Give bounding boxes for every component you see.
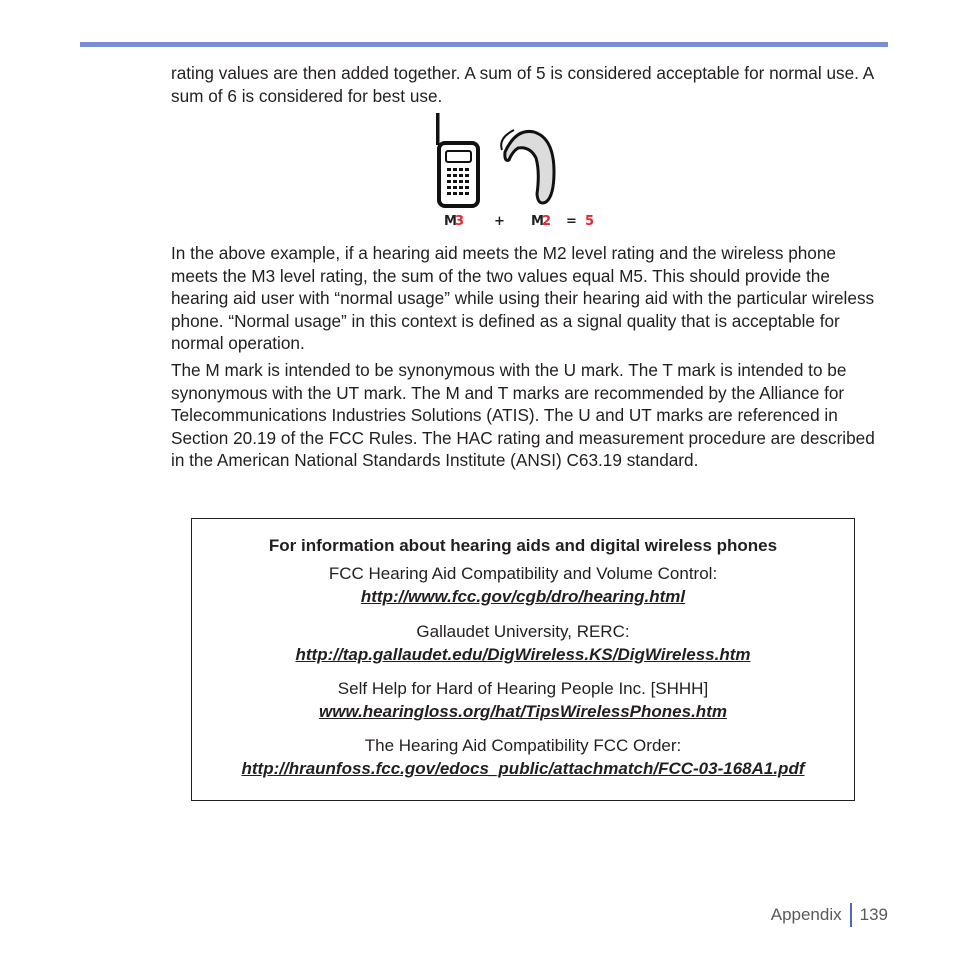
resource-name: The Hearing Aid Compatibility FCC Order: <box>364 736 682 755</box>
footer-divider <box>850 903 852 927</box>
paragraph-m-t-marks: The M mark is intended to be synonymous with the U mark. The T mark is intended to be synonymous with the UT mark. The M and T marks are recommended by the Alliance for Telecommunications Industries Solutions (ATIS). The U and UT marks are referenced in Section 20.19 of the FCC Rules. The HAC rating and measurement procedure are described in the American National Standards Institute (ANSI) C63.19 standard. <box>171 360 875 470</box>
sum-value: 5 <box>585 214 595 229</box>
phone-rating-letter: M <box>444 214 457 229</box>
resource-link[interactable]: http://hraunfoss.fcc.gov/edocs_public/attachmatch/FCC-03-168A1.pdf <box>241 758 805 778</box>
phone-rating-value: 3 <box>455 214 465 229</box>
paragraph-rating-sum: rating values are then added together. A sum of 5 is considered acceptable for normal use. A sum of 6 is considered for best use. <box>171 63 874 106</box>
cell-phone-icon <box>436 113 478 206</box>
resource-link[interactable]: www.hearingloss.org/hat/TipsWirelessPhones.htm <box>319 701 727 721</box>
resource-item <box>192 678 854 723</box>
resource-link[interactable]: http://tap.gallaudet.edu/DigWireless.KS/DigWireless.htm <box>295 644 751 664</box>
info-box-title: For information about hearing aids and digital wireless phones <box>268 536 778 555</box>
resource-item <box>192 621 854 666</box>
equals-sign: = <box>566 214 577 229</box>
resource-link[interactable]: http://www.fcc.gov/cgb/dro/hearing.html <box>360 586 686 606</box>
resource-name: FCC Hearing Aid Compatibility and Volume Control: <box>328 564 718 583</box>
resource-item <box>192 735 854 780</box>
resource-name: Gallaudet University, RERC: <box>416 622 630 641</box>
info-box <box>191 518 855 801</box>
paragraph-example-explanation: In the above example, if a hearing aid meets the M2 level rating and the wireless phone meets the M3 level rating, the sum of the two values equal M5. This should provide the hearing aid user with “normal usage” while using their hearing aid with the particular wireless phone. “Normal usage” in this context is defined as a signal quality that is acceptable for normal operation. <box>171 243 875 353</box>
aid-rating-letter: M <box>531 214 544 229</box>
hearing-aid-icon <box>501 130 554 203</box>
aid-rating-value: 2 <box>542 214 552 229</box>
page-footer <box>771 903 888 927</box>
header-rule <box>80 42 888 47</box>
page-number: 139 <box>859 905 888 924</box>
resource-name: Self Help for Hard of Hearing People Inc. [SHHH] <box>337 679 709 698</box>
footer-section-label: Appendix <box>770 905 842 924</box>
hac-rating-example-figure <box>430 110 610 232</box>
resource-item <box>192 563 854 608</box>
plus-sign: + <box>494 214 505 229</box>
